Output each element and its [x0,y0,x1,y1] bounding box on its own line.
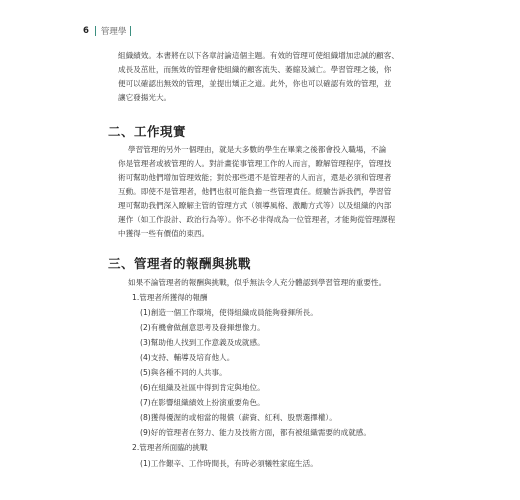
list-item: (1)創造一個工作環境，使得組織成員能夠發揮所長。 [140,308,318,317]
page-number: 6 [83,26,89,36]
list-item: (8)獲得優渥的或相當的報償（薪資、紅利、股票選擇權）。 [140,413,337,422]
list-item: (2)有機會做創意思考及發揮想像力。 [140,323,265,332]
header-divider-right [130,26,131,36]
text-line: 理可幫助我們深入瞭解主管的管理方式（領導風格、激勵方式等）以及組織的內部 [118,201,392,210]
section-heading-work-reality: 二、工作現實 [108,124,187,139]
text-line: 成長及茁壯，而無效的管理會使組織的顧客流失、萎縮及滅亡。學習管理之後，你 [118,65,392,74]
text-line: 學習管理的另外一個理由，就是大多數的學生在畢業之後都會投入職場，不論 [128,145,387,154]
text-line: 中獲得一些有價值的東西。 [118,229,210,238]
list-item: (7)在影響組織績效上扮演重要角色。 [140,398,265,407]
book-title: 管理學 [100,27,127,37]
text-line: 互動。即使不是管理者，他們也很可能負擔一些管理責任。經驗告訴我們，學習管 [118,187,392,196]
text-line: 組織績效。本書將在以下各章討論這個主題。有效的管理可使組織增加忠誠的顧客、 [118,51,399,60]
challenges-subheading: 2.管理者所面臨的挑戰 [132,443,208,452]
work-reality-paragraph [118,143,413,241]
text-line: 便可以確認出無效的管理，並提出矯正之道。此外，你也可以確認有效的管理，並 [118,79,392,88]
section-intro-text: 如果不論管理者的報酬與挑戰，似乎無法令人充分體認到學習管理的重要性。 [128,278,387,287]
list-item: (9)好的管理者在努力、能力及技術方面，都有被組織需要的成就感。 [140,428,371,437]
text-line: 你是管理者或被管理的人。對計畫從事管理工作的人而言，瞭解管理程序，管理技 [118,159,392,168]
header-divider [95,26,96,36]
section-heading-rewards-challenges: 三、管理者的報酬與挑戰 [108,256,252,271]
intro-paragraph [118,49,413,105]
running-header [83,24,131,38]
list-item: (4)支持、輔導及培育他人。 [140,353,235,362]
list-item: (3)幫助他人找到工作意義及成就感。 [140,338,265,347]
list-item: (6)在組織及社區中得到肯定與地位。 [140,383,265,392]
text-line: 運作（如工作設計、政治行為等）。你不必非得成為一位管理者，才能夠從管理課程 [118,215,396,224]
text-line: 術可幫助他們增加管理效能；對於那些還不是管理者的人而言，還是必須和管理者 [118,173,392,182]
text-line: 讓它發揚光大。 [118,93,172,102]
list-item: (1)工作艱辛、工作時間長，有時必須犧牲家庭生活。 [140,459,318,468]
list-item: (5)與各種不同的人共事。 [140,368,227,377]
rewards-subheading: 1.管理者所獲得的報酬 [132,293,208,302]
